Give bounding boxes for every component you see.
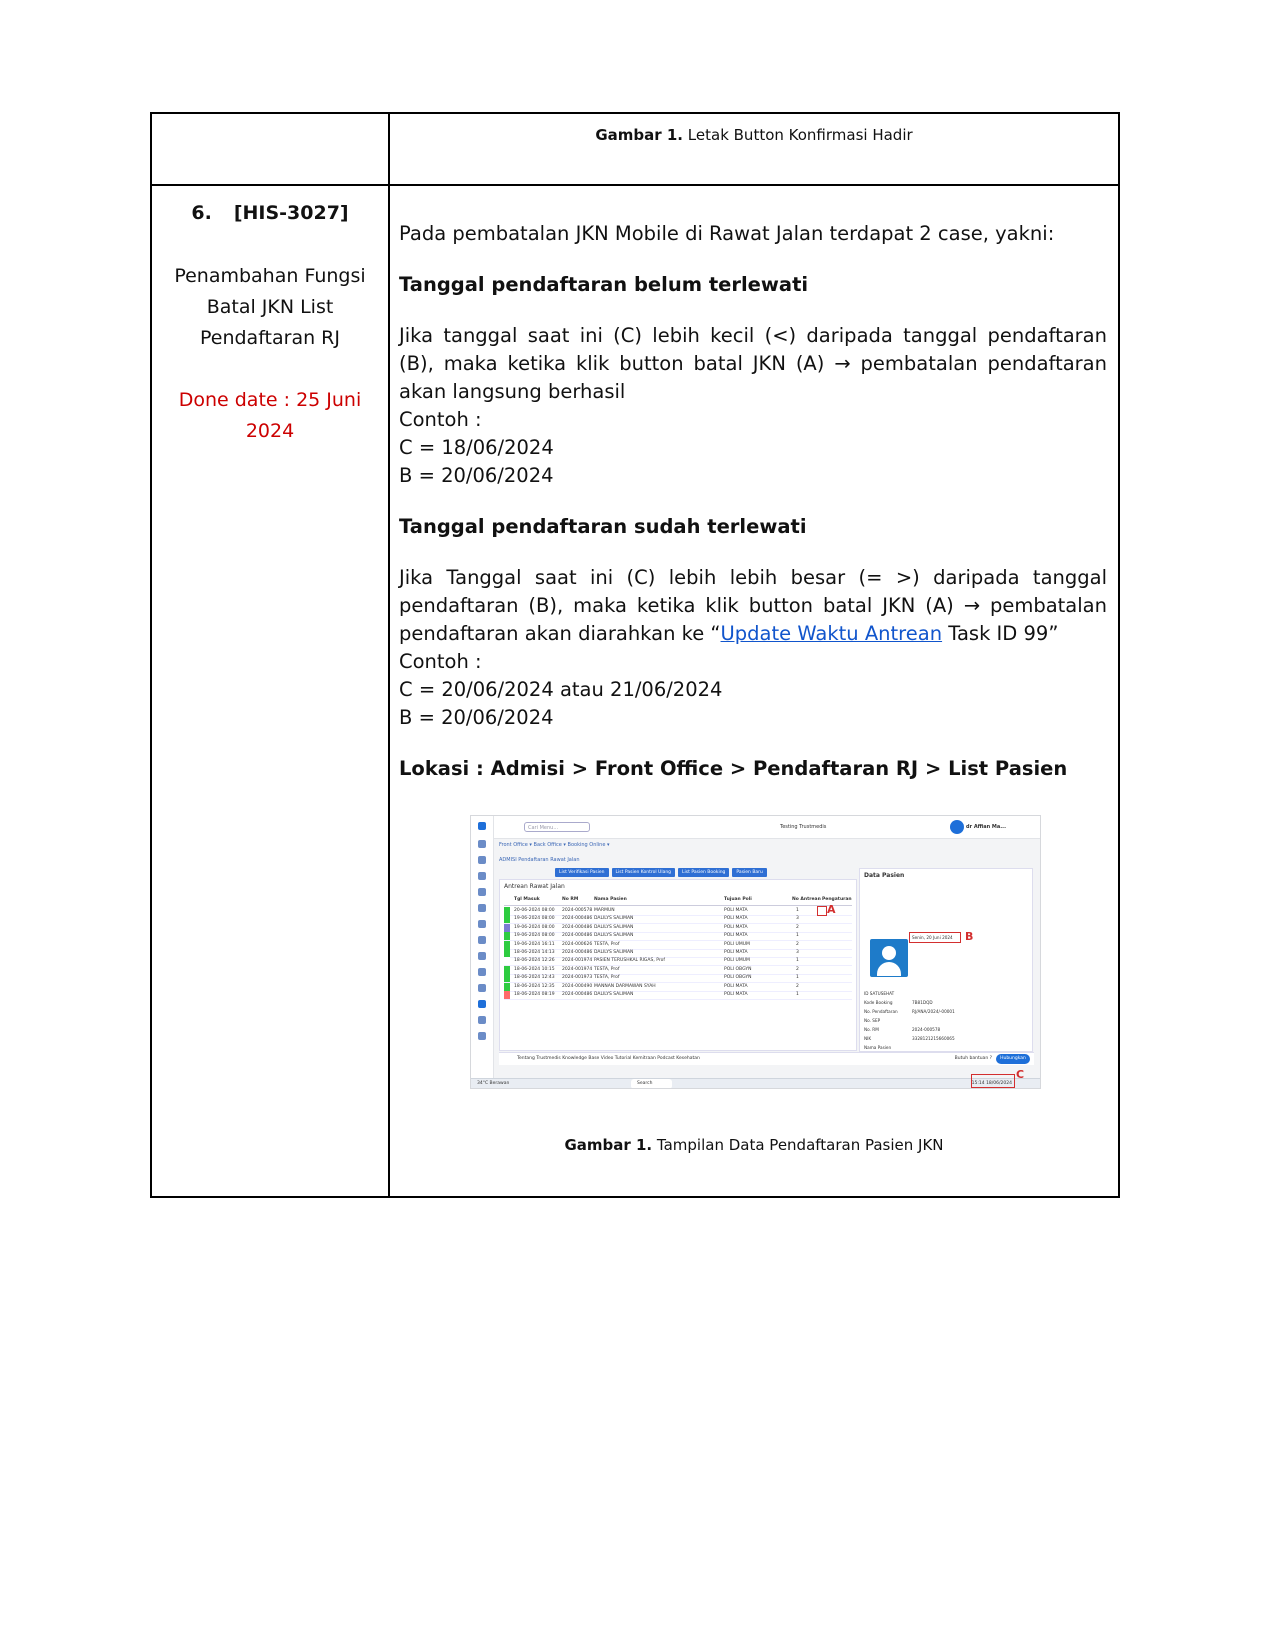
app-topbar [494, 816, 1040, 839]
registration-date: Senin, 20 Juni 2024 [912, 935, 953, 940]
app-button: List Verifikasi Pasien [555, 868, 609, 877]
row-cell: 2 [796, 983, 799, 989]
row-cell: POLI UMUM [724, 941, 750, 947]
sidebar-icon [478, 888, 486, 896]
row-cell: 19-06-2024 08:00 [514, 916, 555, 922]
row-status-marker [504, 932, 510, 940]
case2-body-tail: Task ID 99” [942, 622, 1059, 645]
sidebar-icon [478, 1016, 486, 1024]
field-label: Nama Pasien [864, 1045, 892, 1050]
marker-c: C [1016, 1068, 1025, 1081]
document-table [150, 112, 1120, 1198]
row-cell: 18-06-2024 12:43 [514, 975, 555, 981]
marker-b: B [965, 930, 974, 943]
field-value: 3328121215660065 [912, 1036, 955, 1041]
sidebar-icon [478, 872, 486, 880]
field-label: No. SEP [864, 1018, 881, 1023]
row-cell: DALILYS SALIMAN [594, 992, 634, 997]
app-button: Pasien Baru [732, 868, 766, 877]
sidebar-icon [478, 952, 486, 960]
row-cell: POLI MATA [724, 933, 748, 939]
row-cell: 18-06-2024 08:19 [514, 992, 555, 997]
item-number: 6. [191, 202, 212, 224]
highlight-box-c [971, 1074, 1015, 1088]
header-cell: Tujuan Poli [724, 897, 752, 902]
footer-links: Tentang Trustmedis Knowledge Base Video Tutorial Kemitraan Podcast Kesehatan [517, 1056, 700, 1061]
case1-b-value: B = 20/06/2024 [399, 464, 554, 487]
sidebar-icon [478, 984, 486, 992]
taskbar-date: 18/06/2024 [986, 1081, 1012, 1086]
row-cell: 2024-001973 [562, 975, 593, 981]
field-label: Kode Booking [864, 1000, 893, 1005]
row-cell: POLI MATA [724, 992, 748, 997]
queue-panel-title: Antrean Rawat Jalan [504, 883, 565, 890]
caption-text: Tampilan Data Pendaftaran Pasien JKN [656, 1136, 944, 1154]
row-cell: 19-06-2024 08:00 [514, 924, 555, 930]
user-name: dr Affian Ma... [966, 824, 1006, 830]
row-cell: DALILYS SALIMAN [594, 924, 634, 930]
caption-prefix: Gambar 1. [564, 1136, 653, 1154]
row-cell: 2024-001974 [562, 966, 593, 972]
row-cell: 2024-000626 [562, 941, 593, 947]
brand-name: Testing Trustmedis [780, 824, 827, 830]
case2-heading: Tanggal pendaftaran sudah terlewati [399, 515, 807, 538]
row-cell: 1 [796, 975, 799, 981]
row-cell: 18-06-2024 12:26 [514, 958, 555, 964]
field-label: No. Pendaftaran [864, 1009, 898, 1014]
row-cell: 1 [796, 992, 799, 997]
row-status-marker [504, 915, 510, 923]
field-value: 2024-000578 [912, 1027, 941, 1032]
marker-a: A [827, 903, 836, 916]
field-value: RJ/ANA/2024/-00001 [912, 1009, 955, 1014]
embedded-screenshot [470, 815, 1041, 1089]
case2-body [399, 564, 1107, 648]
field-label: ID SATUSEHAT [864, 991, 895, 996]
row-cell: POLI UMUM [724, 958, 750, 964]
update-waktu-antrean-link[interactable]: Update Waktu Antrean [720, 622, 943, 645]
row-cell: POLI MATA [724, 983, 748, 989]
sidebar-icon [478, 936, 486, 944]
row-cell: POLI MATA [724, 924, 748, 930]
intro-text: Pada pembatalan JKN Mobile di Rawat Jalan terdapat 2 case, yakni: [399, 222, 1055, 245]
row-cell: 2 [796, 966, 799, 972]
feature-line: Penambahan Fungsi [174, 265, 366, 287]
sidebar-icon [478, 1032, 486, 1040]
column-divider [388, 114, 390, 1196]
app-button: List Pasien Kontrol Ulang [612, 868, 676, 877]
help-button: Hubungkan [996, 1054, 1030, 1064]
logo-icon [478, 822, 486, 830]
feature-title [152, 261, 388, 354]
row-cell: 1 [796, 933, 799, 939]
ticket-heading [152, 198, 388, 229]
case1-body: Jika tanggal saat ini (C) lebih kecil (<) daripada tanggal pendaftaran (B), maka ketika klik button batal JKN (A) → pembatalan pendaftaran akan langsung berhasil [399, 324, 1107, 403]
row-status-marker [504, 983, 510, 991]
taskbar-weather: 34°C Berawan [477, 1081, 510, 1086]
row-cell: 2024-001974 [562, 958, 593, 964]
menu-icon [478, 840, 486, 848]
row-status-marker [504, 974, 510, 982]
app-footer [499, 1052, 1034, 1065]
row-cell: 18-06-2024 14:13 [514, 950, 555, 955]
row-cell: 1 [796, 908, 799, 913]
row-cell: DALILYS SALIMAN [594, 916, 634, 922]
case2-c-value: C = 20/06/2024 atau 21/06/2024 [399, 678, 723, 701]
header-cell: Tgl Masuk [514, 897, 540, 902]
row-cell: 2024-000486 [562, 933, 593, 939]
menu-search-input: Cari Menu... [524, 822, 590, 832]
row-cell: TESTA, Prof [594, 966, 620, 972]
row-cell: 19-06-2024 08:00 [514, 933, 555, 939]
row-cell: POLI OBGYN [724, 975, 752, 981]
item-summary [152, 186, 388, 447]
sidebar-icon [478, 904, 486, 912]
field-label: NIK [864, 1036, 872, 1041]
header-cell: Pengaturan [822, 897, 852, 902]
row-cell: 18-06-2024 12:35 [514, 983, 555, 989]
queue-panel [499, 879, 857, 1051]
row-cell: 2024-000486 [562, 924, 593, 930]
done-date-line: Done date : 25 Juni [178, 389, 362, 411]
row-cell: 19-06-2024 16:11 [514, 941, 555, 947]
row-cell: 3 [796, 916, 799, 922]
feature-line: Pendaftaran RJ [199, 327, 340, 349]
row-status-marker [504, 991, 510, 999]
location-path: Lokasi : Admisi > Front Office > Pendaftaran RJ > List Pasien [399, 757, 1068, 780]
queue-table-header [504, 897, 852, 906]
ticket-id: [HIS-3027] [233, 202, 349, 224]
taskbar-time: 15:14 [971, 1081, 985, 1086]
header-cell: No Antrean [792, 897, 821, 902]
row-cell: DALILYS SALIMAN [594, 933, 634, 939]
row-status-marker [504, 941, 510, 949]
sidebar-icon [478, 1000, 486, 1008]
field-value: 7B81DQD [912, 1000, 933, 1005]
row-cell: POLI OBGYN [724, 966, 752, 972]
row-cell: MANNAN DARMAWAN SYAH [594, 983, 656, 989]
caption-prefix: Gambar 1. [595, 126, 684, 144]
row-cell: 2024-000486 [562, 950, 593, 955]
app-button: List Pasien Booking [678, 868, 729, 877]
highlight-box-b [909, 932, 961, 943]
row-cell: 2 [796, 941, 799, 947]
app-sidebar [471, 816, 494, 1078]
row-cell: 2024-000578 [562, 908, 593, 913]
taskbar-search: Search [631, 1079, 672, 1089]
row-cell: 20-06-2024 08:00 [514, 908, 555, 913]
app-button-row [555, 868, 770, 877]
app-menu: Front Office ▾ Back Office ▾ Booking Online ▾ [499, 842, 610, 848]
case1-heading: Tanggal pendaftaran belum terlewati [399, 273, 809, 296]
row-status-marker [504, 966, 510, 974]
row-cell: 2 [796, 924, 799, 930]
row-cell: POLI MATA [724, 950, 748, 955]
header-cell: No RM [562, 897, 579, 902]
row-status-marker [504, 924, 510, 932]
case1-c-value: C = 18/06/2024 [399, 436, 554, 459]
data-panel-title: Data Pasien [864, 872, 905, 879]
row-status-marker [504, 907, 510, 915]
item-description [399, 186, 1107, 783]
case2-example-label: Contoh : [399, 650, 482, 673]
row-cell: 2024-000490 [562, 983, 593, 989]
row-cell: TESTA, Prof [594, 941, 620, 947]
case2-b-value: B = 20/06/2024 [399, 706, 554, 729]
highlight-box-a [817, 906, 827, 916]
figure-caption-top [388, 126, 1120, 144]
row-cell: DALILYS SALIMAN [594, 950, 634, 955]
header-cell: Nama Pasien [594, 897, 627, 902]
sidebar-icon [478, 968, 486, 976]
row-status-marker [504, 949, 510, 957]
row-cell: 2024-000486 [562, 916, 593, 922]
case1-example-label: Contoh : [399, 408, 482, 431]
help-prompt: Butuh bantuan ? [954, 1056, 992, 1061]
done-date-line: 2024 [245, 420, 295, 442]
row-cell: 3 [796, 950, 799, 955]
case2-body-text: Jika Tanggal saat ini (C) lebih lebih besar (= >) daripada tanggal pendaftaran (B), maka ketika klik button batal JKN (A) → pembatalan pendaftaran akan diarahkan ke “ [399, 566, 1107, 645]
os-taskbar [471, 1078, 1040, 1089]
row-cell: 2024-000486 [562, 992, 593, 997]
data-pasien-panel [859, 868, 1033, 1052]
sidebar-icon [478, 920, 486, 928]
row-cell: 1 [796, 958, 799, 964]
row-cell: POLI MATA [724, 916, 748, 922]
avatar [950, 820, 964, 834]
row-cell: PASIEN TERUSHKAL RIGAS, Prof [594, 958, 665, 964]
figure-caption-bottom [388, 1136, 1120, 1154]
row-cell: TESTA, Prof [594, 975, 620, 981]
field-label: No. RM [864, 1027, 879, 1032]
table-row [504, 991, 852, 1000]
sidebar-icon [478, 856, 486, 864]
row-cell: MARMUN [594, 908, 615, 913]
row-cell: 18-06-2024 10:15 [514, 966, 555, 972]
app-breadcrumb: ADMISI Pendaftaran Rawat Jalan [499, 857, 580, 863]
row-cell: POLI MATA [724, 908, 748, 913]
feature-line: Batal JKN List [206, 296, 334, 318]
caption-text: Letak Button Konfirmasi Hadir [687, 126, 913, 144]
patient-avatar-icon [870, 939, 908, 977]
done-date [152, 385, 388, 447]
row-status-marker [504, 957, 510, 965]
